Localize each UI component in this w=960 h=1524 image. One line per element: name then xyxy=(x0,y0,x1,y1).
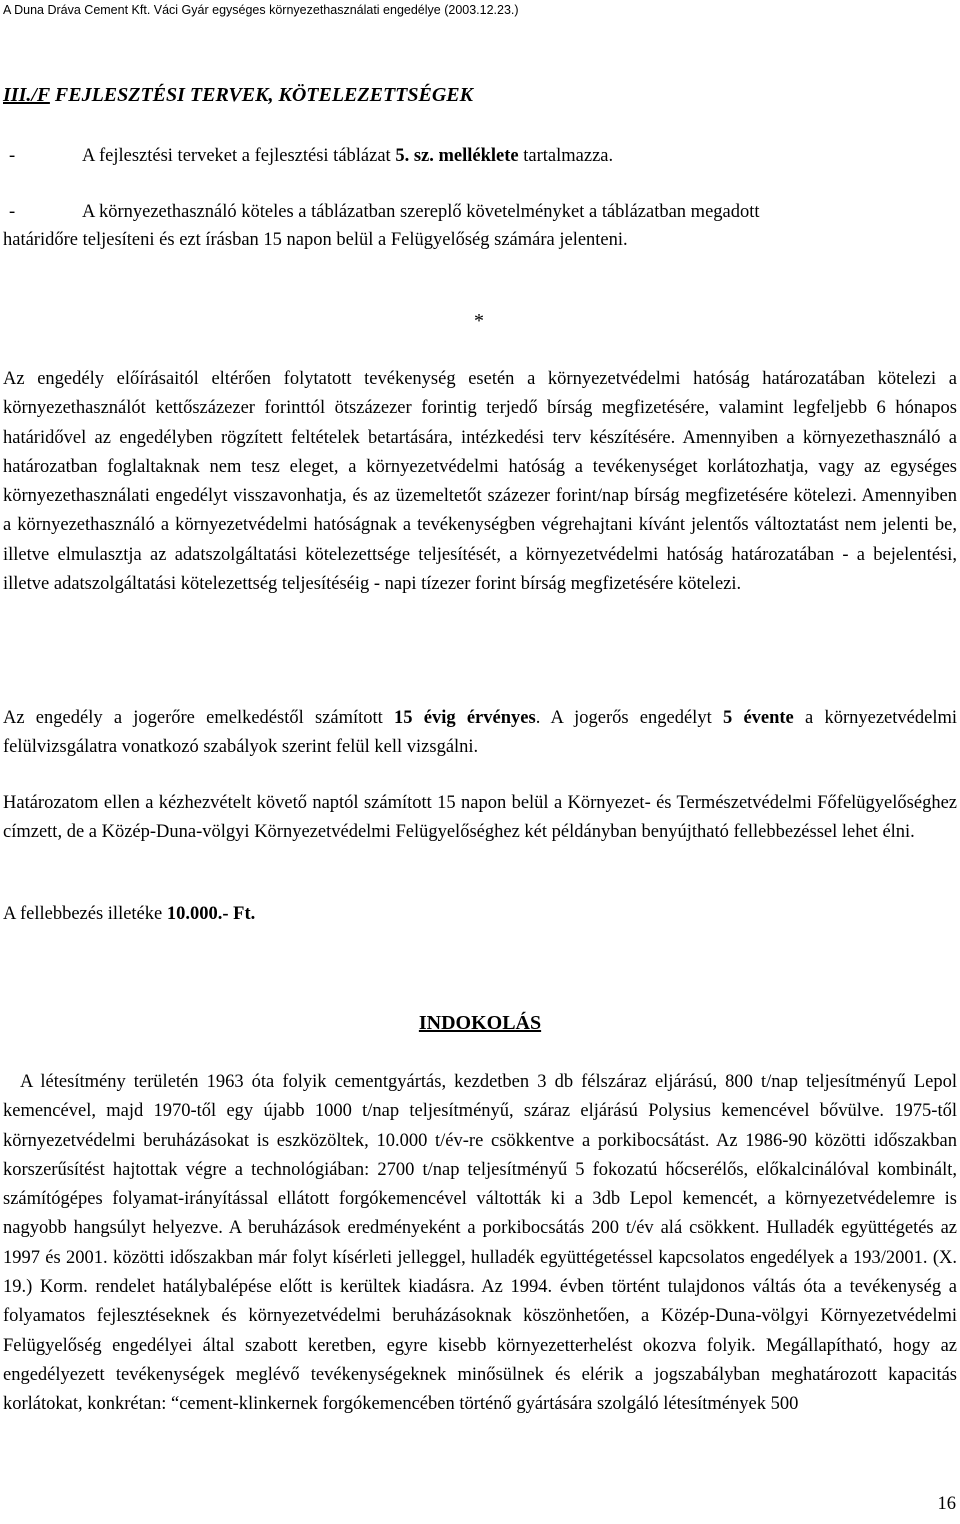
bullet-text-post: tartalmazza. xyxy=(518,146,614,166)
bullet-text xyxy=(82,142,613,170)
bullet-text-bold: 5. sz. melléklete xyxy=(395,146,519,166)
bullet-text-line1: A környezethasználó köteles a táblázatban szereplő követelményket a táblázatban megadott xyxy=(82,202,760,222)
section-heading: FEJLESZTÉSI TERVEK, KÖTELEZETTSÉGEK xyxy=(54,84,473,106)
bullet-dash: - xyxy=(9,202,16,222)
validity-text-2: . A jogerős engedélyt xyxy=(535,708,723,728)
bullet-text-pre: A fejlesztési terveket a fejlesztési táblázat xyxy=(82,146,396,166)
paragraph-fee xyxy=(3,900,957,929)
page-header: A Duna Dráva Cement Kft. Váci Gyár egységes környezethasználati engedélye (2003.12.23.) xyxy=(3,3,519,17)
section-title xyxy=(3,84,473,107)
validity-text-1: Az engedély a jogerőre emelkedéstől számított xyxy=(3,708,395,728)
fee-amount: 10.000.- Ft. xyxy=(166,904,256,924)
validity-duration: 15 évig érvényes xyxy=(394,708,536,728)
validity-review-interval: 5 évente xyxy=(722,708,794,728)
page-number: 16 xyxy=(937,1494,956,1514)
fee-text: A fellebbezés illetéke xyxy=(3,904,167,924)
paragraph-appeal: Határozatom ellen a kézhezvételt követő naptól számított 15 napon belül a Környezet- és Természetvédelmi Főfelügyelőséghez címzett, de a Közép-Duna-völgyi Környezetvédelmi Felügyelőséghez két példányban benyújtható fellebbezéssel lehet élni. xyxy=(3,793,957,842)
bullet-text-line2: határidőre teljesíteni és ezt írásban 15 napon belül a Felügyelőség számára jelenteni. xyxy=(3,230,628,250)
justification-heading: INDOKOLÁS xyxy=(418,1012,542,1034)
paragraph-justification xyxy=(3,1068,957,1420)
section-separator: * xyxy=(474,310,484,332)
justification-text: A létesítmény területén 1963 óta folyik cementgyártás, kezdetben 3 db félszáraz eljárású, 800 t/nap teljesítményű Lepol kemencével, majd 1970-től egy újabb 1000 t/nap teljesítményű, száraz eljárású Polysius kemencével bővülve. 1975-től környezetvédelmi beruházásokat is eszközöltek, 10.000 t/év-re csökkentve a porkibocsátást. Az 1986-90 közötti időszakban korszerűsítést hajtottak végre a technológiában: 2700 t/nap teljesítményű 5 fokozatú hőcserélős, előkalcinálóval kombinált, számítógépes folyamat-irányítással ellátott forgókemencével váltották ki a 3db Lepol kemencét, a környezetvédelemre is nagyobb hangsúlyt helyezve. A beruházások eredményeként a porkibocsátás 200 t/év alá csökkent. Hulladék együttégetés az 1997 és 2001. közötti időszakban már folyt kísérleti jelleggel, hulladék együttégetéssel kapcsolatos engedélyek a 193/2001. (X. 19.) Korm. rendelet hatálybalépése előtt is kerültek kiadásra. Az 1994. évben történt tulajdonos váltás óta a tevékenység a folyamatos fejlesztéseknek és környezetvédelmi beruházásoknak köszönhetően, a Közép-Duna-völgyi Környezetvédelmi Felügyelőség engedélyei által szabott keretben, egyre kisebb környezetterhelést okozva folyik. Megállapítható, hogy az engedélyezett tevékenységek meglévő tevékenységeknek minősülnek és elérik a jogszabályban meghatározott kapacitás korlátokat, konkrétan: “cement-klinkernek forgókemencében történő gyártására szolgáló létesítmények 500 xyxy=(3,1072,957,1415)
validity-text-3: a környezetvédelmi felülvizsgálatra vonatkozó szabályok szerint felül kell vizsgálni. xyxy=(3,708,957,757)
paragraph-penalty: Az engedély előírásaitól eltérően folytatott tevékenység esetén a környezetvédelmi hatóság határozatában kötelezi a környezethasználót kettőszázezer forinttól ötszázezer forintig terjedő bírság megfizetésére, valamint legfeljebb 6 hónapos határidővel az engedélyben rögzített feltételek betartására, intézkedési terv készítésére. Amennyiben a környezethasználó a határozatban foglaltaknak nem tesz eleget, a környezetvédelmi hatóság a tevékenységet korlátozhatja, vagy az egységes környezethasználati engedélyt visszavonhatja, és az üzemeltetőt százezer forint/nap bírság megfizetésére kötelezi. Amennyiben a környezethasználó a környezetvédelmi hatóságnak a tevékenységben végrehajtani kívánt jelentős változtatást nem jelenti be, illetve elmulasztja az adatszolgáltatási kötelezettsége teljesítését, a környezetvédelmi hatóság határozatában - a bejelentési, illetve adatszolgáltatási kötelezettség teljesítéséig - napi tízezer forint bírság megfizetésére kötelezi. xyxy=(3,369,957,595)
section-number: III./F xyxy=(3,84,50,106)
bullet-dash: - xyxy=(9,146,16,166)
paragraph-validity xyxy=(3,704,957,762)
